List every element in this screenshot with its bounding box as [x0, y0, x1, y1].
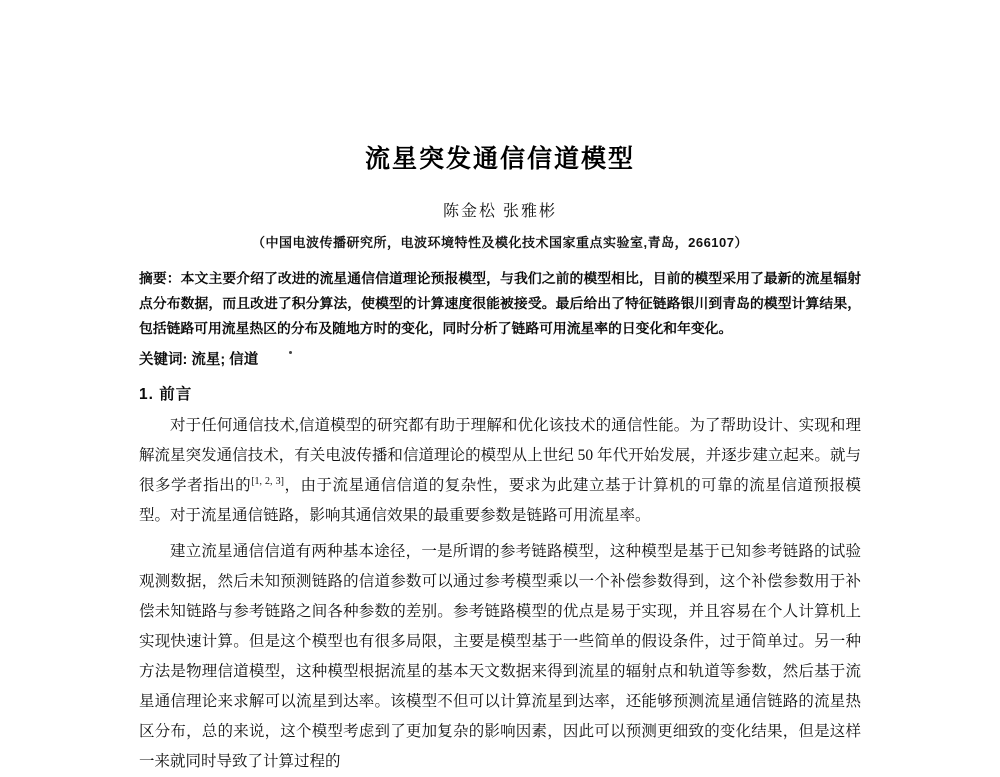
paper-title: 流星突发通信信道模型 — [364, 145, 635, 173]
abstract-text: 本文主要介绍了改进的流星通信信道理论预报模型，与我们之前的模型相比，目前的模型采用了最新的流星辐射点分布数据，而且改进了积分算法，使模型的计算速度很能被接受。最后给出了特征链路银川到青岛的模型计算结果，包括链路可用流星热区的分布及随地方时的变化，同时分析了链路可用流星率的日变化和年变化。 — [139, 271, 862, 336]
authors-line: 陈金松 张雅彬 — [442, 203, 557, 220]
paragraph-1-text-after-citation: ，由于流星通信信道的复杂性，要求为此建立基于计算机的可靠的流星信道预报模型。对于流星通信链路，影响其通信效果的最重要参数是链路可用流星率。 — [139, 477, 861, 524]
scan-artifact-dot — [289, 351, 292, 354]
abstract-label: 摘要： — [139, 271, 181, 286]
keywords-label: 关键词: — [139, 352, 188, 368]
citation-superscript: [1, 2, 3] — [251, 475, 284, 487]
section-1-heading: 1. 前言 — [139, 386, 193, 403]
abstract-block — [139, 266, 861, 341]
keywords-text: 流星; 信道 — [187, 352, 259, 368]
paper-page — [139, 0, 861, 777]
paragraph-1-text-before-citation: 对于任何通信技术,信道模型的研究都有助于理解和优化该技术的通信性能。为了帮助设计、实现和理解流星突发通信技术，有关电波传播和信道理论的模型从上世纪 50 年代开始发展，并逐步建立起来。就与很多学者指出的 — [139, 417, 861, 494]
section-1-paragraph-2: 建立流星通信信道有两种基本途径，一是所谓的参考链路模型，这种模型是基于已知参考链路的试验观测数据，然后未知预测链路的信道参数可以通过参考模型乘以一个补偿参数得到，这个补偿参数用于补偿未知链路与参考链路之间各种参数的差别。参考链路模型的优点是易于实现，并且容易在个人计算机上实现快速计算。但是这个模型也有很多局限，主要是模型基于一些简单的假设条件，过于简单过。另一种方法是物理信道模型，这种模型根据流星的基本天文数据来得到流星的辐射点和轨道等参数，然后基于流星通信理论来求解可以流星到达率。该模型不但可以计算流星到达率，还能够预测流星通信链路的流星热区分布，总的来说，这个模型考虑到了更加复杂的影响因素，因此可以预测更细致的变化结果，但是这样一来就同时导致了计算过程的 — [139, 543, 861, 770]
keywords-line — [139, 348, 861, 372]
section-1-paragraph-1 — [139, 411, 861, 531]
affiliation-line: （中国电波传播研究所，电波环境特性及模化技术国家重点实验室,青岛，266107） — [252, 235, 748, 250]
